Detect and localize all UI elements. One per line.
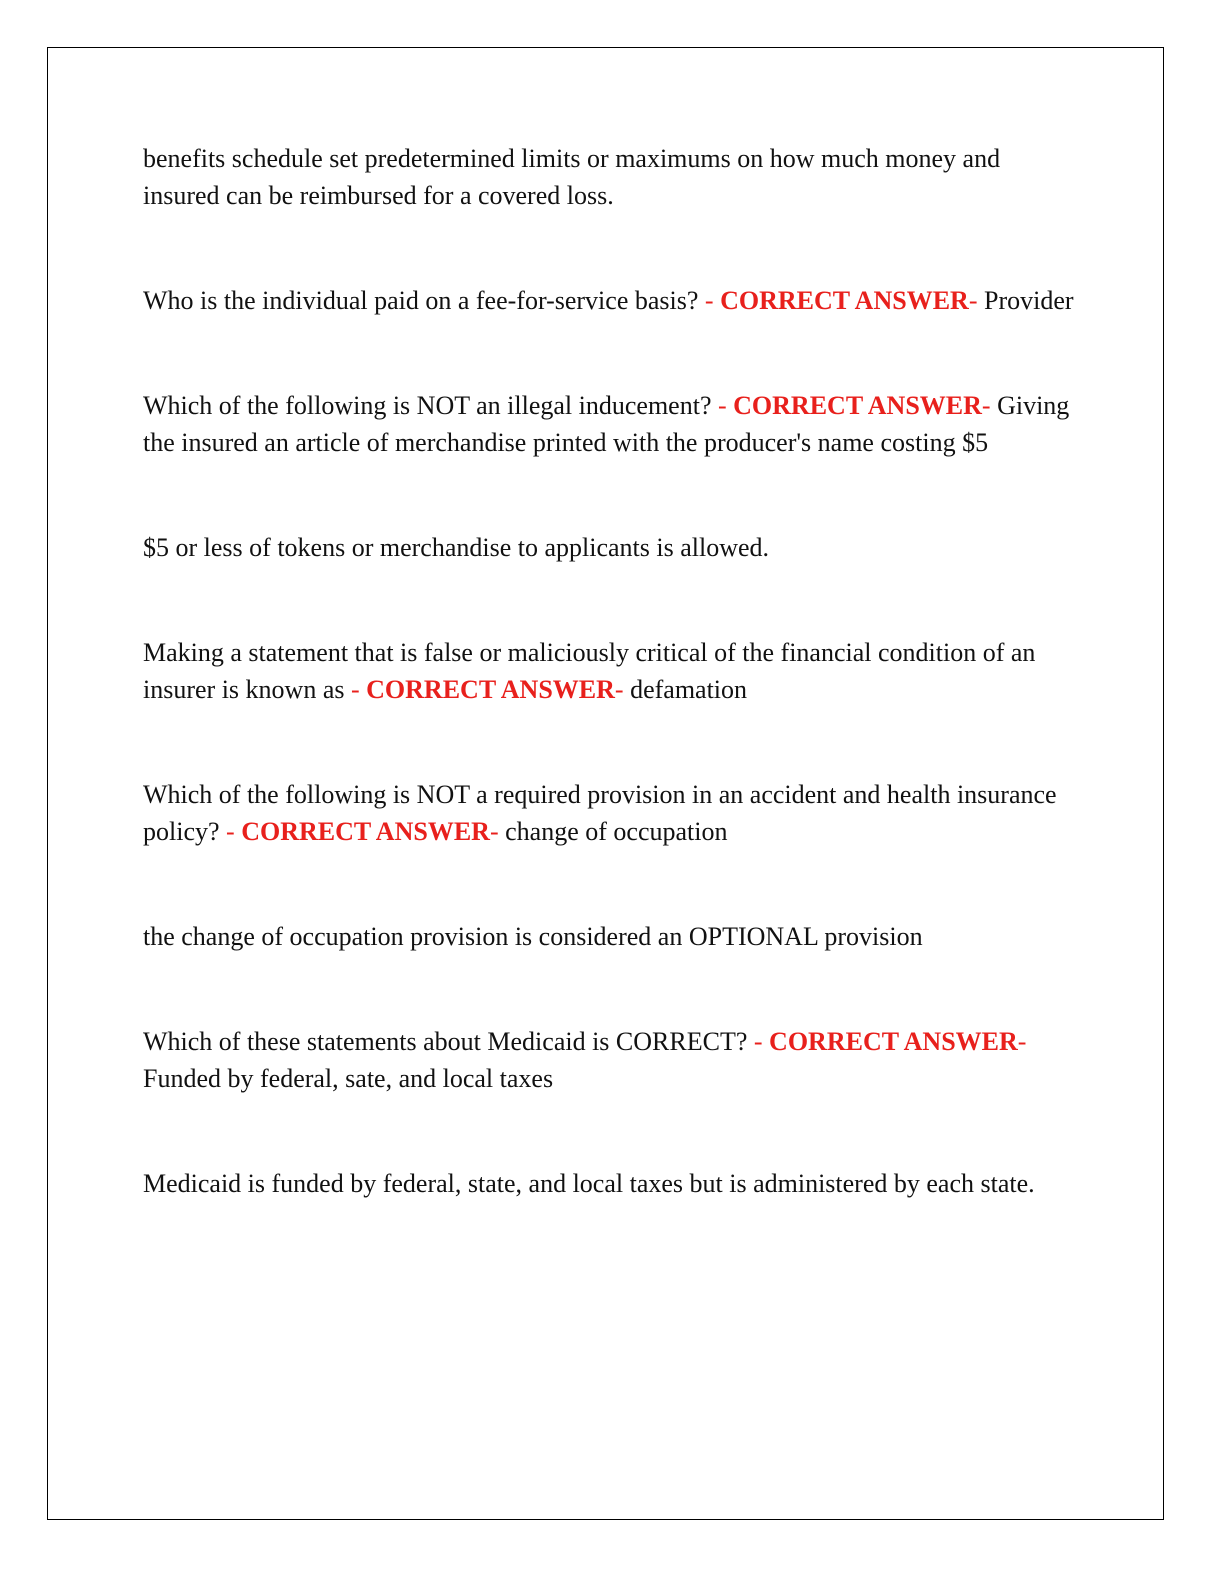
correct-answer-marker: - CORRECT ANSWER-: [350, 675, 624, 704]
answer-text: Giving the insured an article of merchandise printed with the producer's name costing $5: [143, 391, 1070, 457]
correct-answer-marker: - CORRECT ANSWER-: [704, 286, 978, 315]
note-text: Medicaid is funded by federal, state, and local taxes but is administered by each state.: [143, 1169, 1035, 1198]
correct-answer-marker: - CORRECT ANSWER-: [717, 391, 991, 420]
correct-answer-marker: - CORRECT ANSWER-: [753, 1027, 1027, 1056]
note-paragraph: [143, 529, 1083, 566]
question-text: Who is the individual paid on a fee-for-service basis?: [143, 286, 699, 315]
note-paragraph: [143, 140, 1083, 214]
note-paragraph: [143, 1165, 1083, 1202]
question-text: Which of these statements about Medicaid is CORRECT?: [143, 1027, 748, 1056]
note-paragraph: [143, 918, 1083, 955]
note-text: the change of occupation provision is considered an OPTIONAL provision: [143, 922, 923, 951]
correct-answer-marker: - CORRECT ANSWER-: [226, 817, 499, 846]
qa-paragraph: [143, 387, 1083, 461]
note-text: $5 or less of tokens or merchandise to applicants is allowed.: [143, 533, 770, 562]
answer-text: Provider: [984, 286, 1074, 315]
answer-text: change of occupation: [505, 817, 728, 846]
answer-text: Funded by federal, sate, and local taxes: [143, 1064, 554, 1093]
document-body: [143, 140, 1083, 1202]
qa-paragraph: [143, 634, 1083, 708]
question-text: Which of the following is NOT a required provision in an accident and health insurance policy?: [143, 780, 1057, 846]
qa-paragraph: [143, 282, 1083, 319]
qa-paragraph: [143, 1023, 1083, 1097]
answer-text: defamation: [630, 675, 748, 704]
qa-paragraph: [143, 776, 1083, 850]
question-text: Which of the following is NOT an illegal inducement?: [143, 391, 712, 420]
note-text: benefits schedule set predetermined limits or maximums on how much money and insured can be reimbursed for a covered loss.: [143, 144, 1001, 210]
question-text: Making a statement that is false or maliciously critical of the financial condition of an insurer is known as: [143, 638, 1036, 704]
